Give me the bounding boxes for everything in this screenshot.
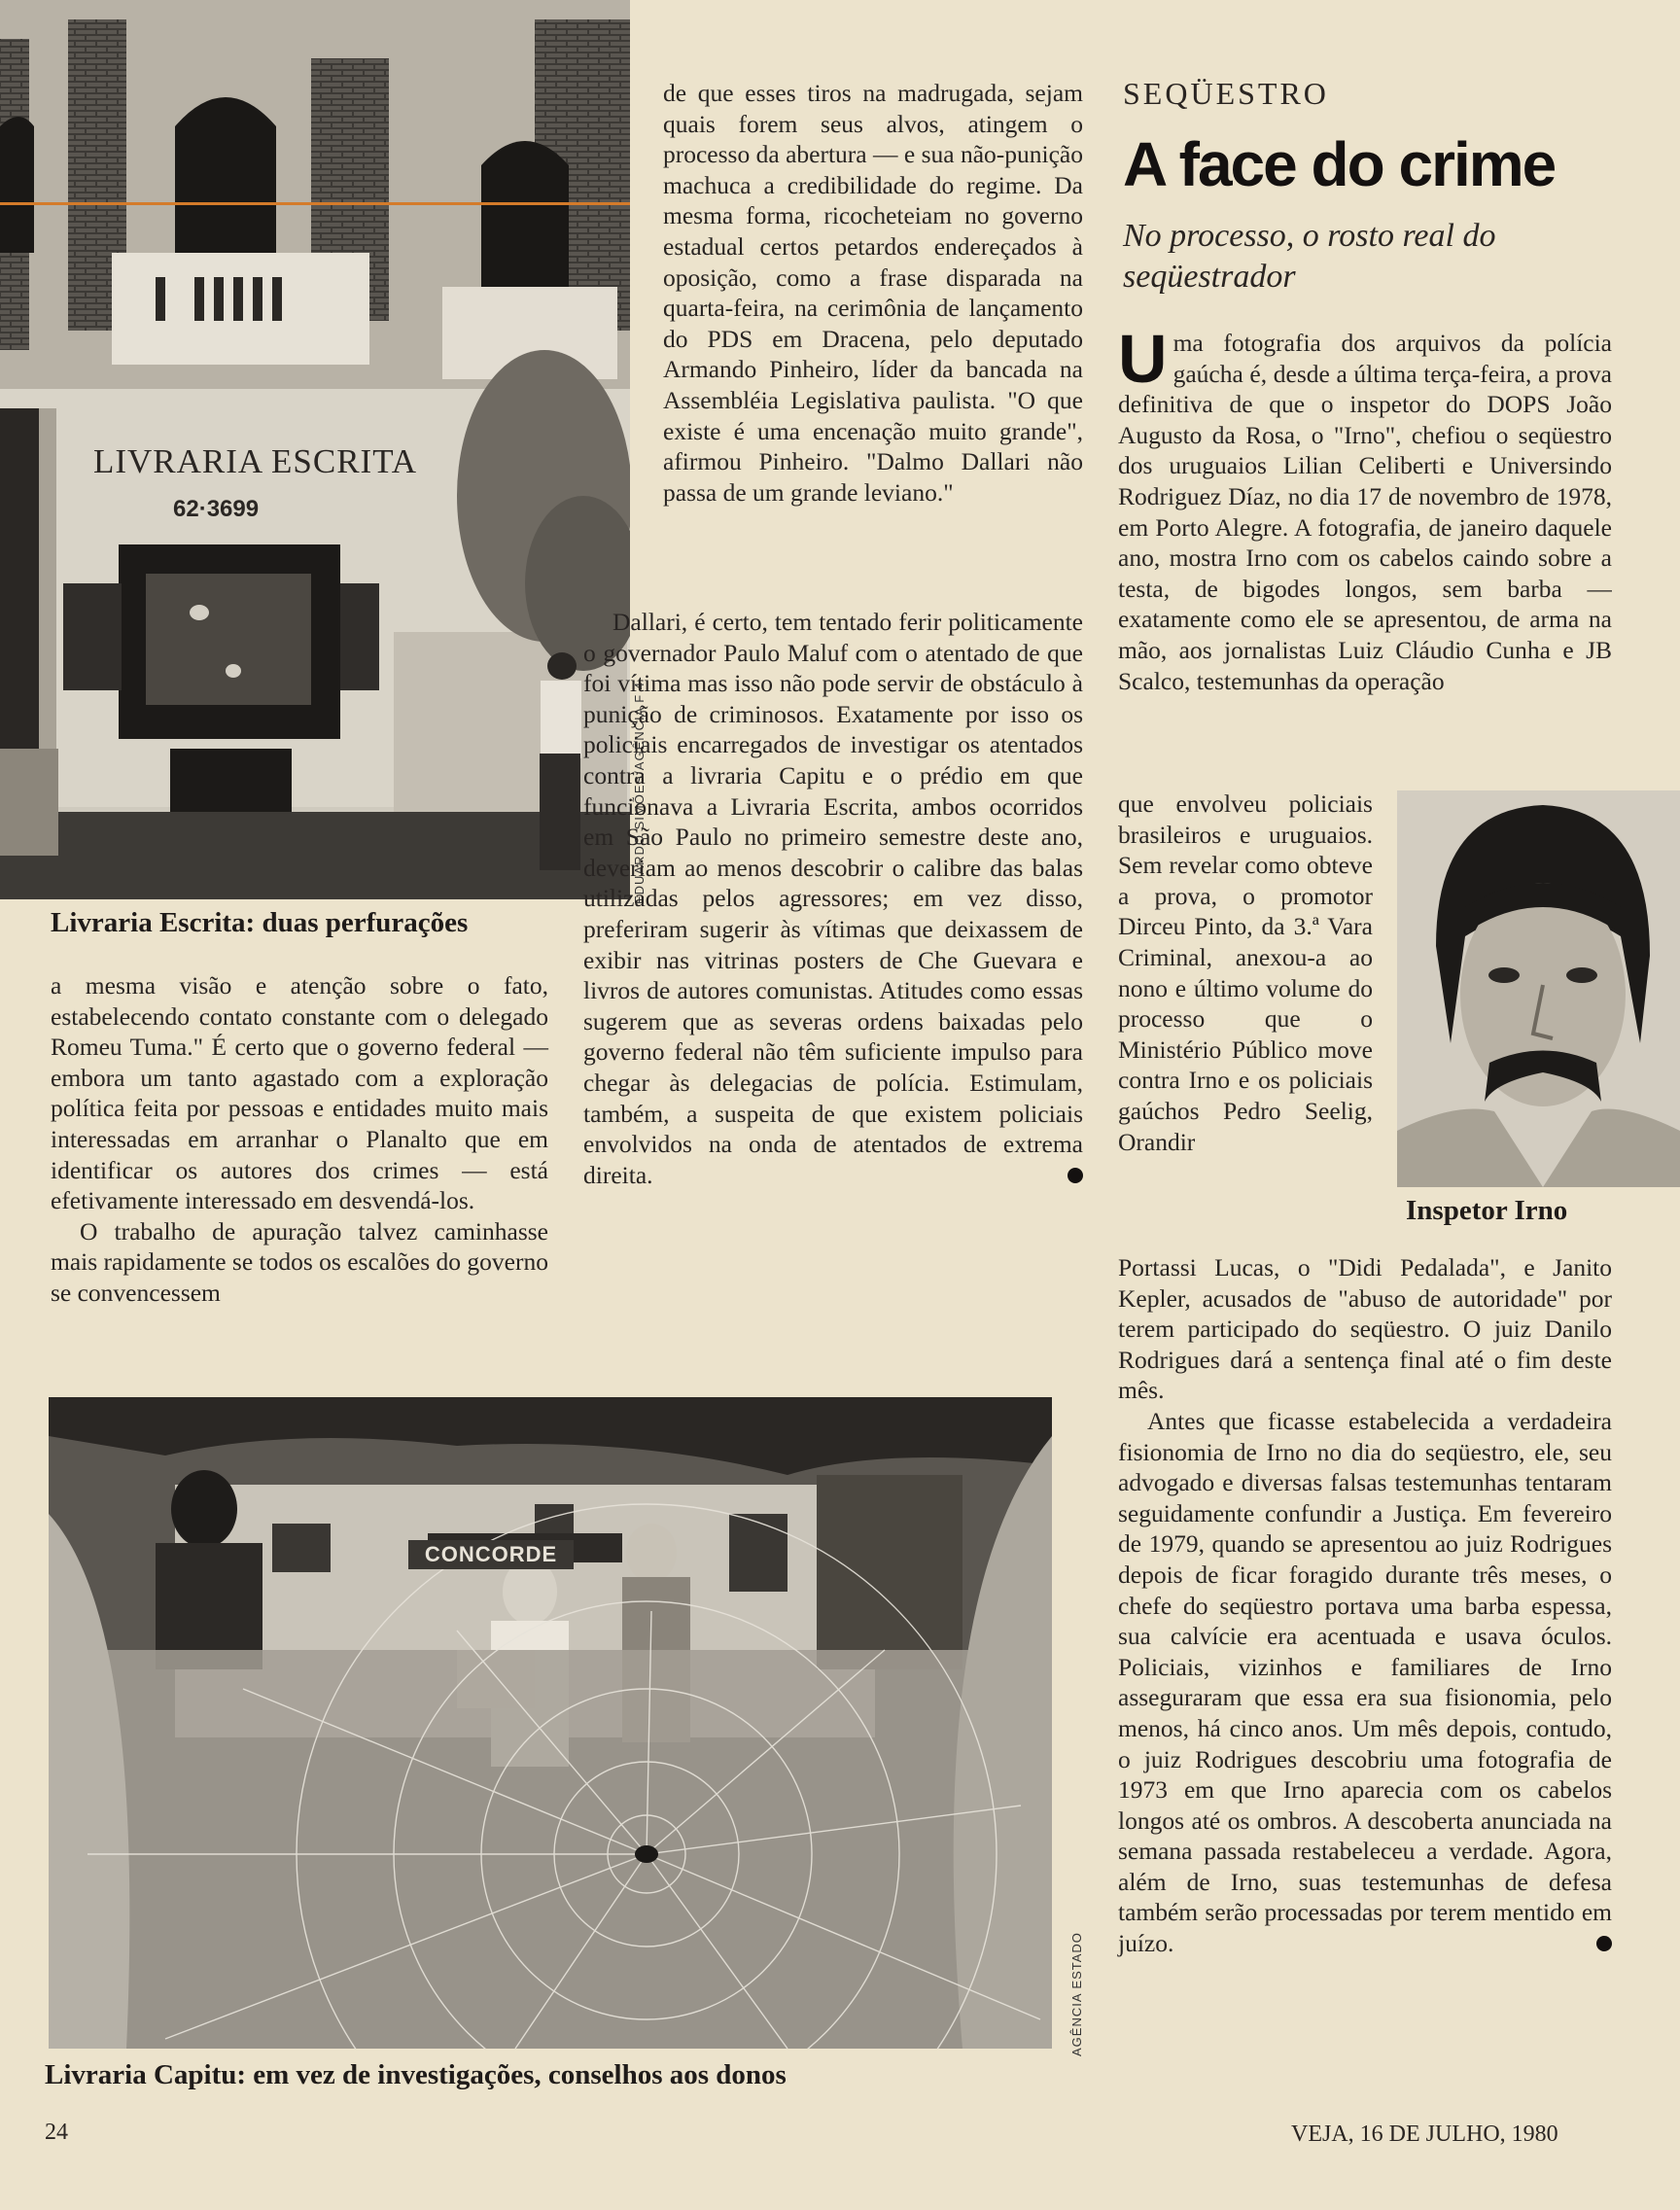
livraria-escrita-sign: LIVRARIA ESCRITA bbox=[93, 442, 418, 480]
livraria-escrita-phone: 62·3699 bbox=[173, 496, 260, 522]
photo-livraria-capitu bbox=[49, 1397, 1052, 2049]
article-body-narrow bbox=[1118, 789, 1373, 1157]
left-column bbox=[51, 970, 548, 1309]
article-para1-wrap: que envolveu policiais brasileiros e uruguaios. Sem revelar como obteve a prova, o promotor Dirceu Pinto, da 3.ª Vara Criminal, anexou-a ao nono e último volume do processo que o Ministério Público move contra Irno e os policiais gaúchos Pedro Seelig, Orandir bbox=[1118, 789, 1373, 1156]
caption-livraria-capitu: Livraria Capitu: em vez de investigações, conselhos aos donos bbox=[45, 2059, 787, 2090]
middle-paragraph-1: de que esses tiros na madrugada, sejam quais forem seus alvos, atingem o processo da abertura — e sua não-punição machuca a credibilidade do regime. Da mesma forma, ricocheteiam no governo estadual certos petardos endereçados à oposição, como a frase disparada na quarta-feira, na cerimônia de lançamento do PDS em Dracena, pelo deputado Armando Pinheiro, líder da bancada na Assembléia Legislativa paulista. "O que existe é uma encenação muito grande", afirmou Pinheiro. "Dalmo Dallari não passa de um grande leviano." bbox=[663, 79, 1083, 507]
article-body-top bbox=[1118, 328, 1612, 789]
article-dropcap: U bbox=[1118, 328, 1168, 397]
article-body-bottom bbox=[1118, 1252, 1612, 1959]
left-paragraph-1: a mesma visão e atenção sobre o fato, estabelecendo contato constante com o delegado Romeu Tuma." É certo que o governo federal — embora um tanto agastado com a exploração política feita por pessoas e entidades muito mais interessadas em arranhar o Planalto que em identificar os autores dos crimes — está efetivamente interessado em desvendá-los. bbox=[51, 971, 548, 1215]
article-para1-start: ma fotografia dos arquivos da polícia gaúcha é, desde a última terça-feira, a prova definitiva de que o inspetor do DOPS João Augusto da Rosa, o "Irno", chefiou o seqüestro dos uruguaios Lilian Celiberti e Universindo Rodriguez Díaz, no dia 17 de novembro de 1978, em Porto Alegre. A fotografia, de janeiro daquele ano, mostra Irno com os cabelos caindo sobre a testa, de bigodes longos, sem barba — exatamente como ele se apresentou, de arma na mão, aos jornalistas Luiz Cláudio Cunha e JB Scalco, testemunhas da operação bbox=[1118, 329, 1612, 695]
livraria-capitu-illustration bbox=[49, 1397, 1052, 2049]
middle-column-top bbox=[663, 78, 1083, 508]
irno-portrait-illustration bbox=[1397, 790, 1680, 1187]
end-mark-article bbox=[1596, 1936, 1612, 1951]
article-para1-end: Portassi Lucas, o "Didi Pedalada", e Janito Kepler, acusados de "abuso de autoridade" por terem participado do seqüestro. O juiz Danilo Rodrigues dará a sentença final até o fim deste mês. bbox=[1118, 1253, 1612, 1405]
caption-inspetor-irno: Inspetor Irno bbox=[1406, 1195, 1568, 1226]
caption-livraria-escrita: Livraria Escrita: duas perfurações bbox=[51, 907, 469, 938]
middle-column-bottom bbox=[583, 607, 1083, 1190]
photo-credit-capitu: AGÊNCIA ESTADO bbox=[1069, 1932, 1084, 2056]
article-para2: Antes que ficasse estabelecida a verdadeira fisionomia de Irno no dia do seqüestro, ele, seu advogado e diversas falsas testemunhas tentaram seguidamente confundir a Justiça. Em fevereiro de 1979, quando se apresentou ao juiz Rodrigues depois de ficar foragido durante três meses, o chefe do seqüestro portava uma barba espessa, sua calvície era acentuada e usava óculos. Policiais, vizinhos e familiares de Irno asseguraram que essa era sua fisionomia, pelo menos, há cinco anos. Um mês depois, contudo, o juiz Rodrigues descobriu uma fotografia de 1973 em que Irno aparecia com os cabelos longos até os ombros. A descoberta anunciada na semana passada restabeleceu a verdade. Agora, além de Irno, suas testemunhas de defesa também serão processadas por terem mentido em juízo. bbox=[1118, 1406, 1612, 1958]
left-paragraph-2: O trabalho de apuração talvez caminhasse mais rapidamente se todos os escalões do governo se convencessem bbox=[51, 1216, 548, 1307]
photo-inspetor-irno bbox=[1397, 790, 1680, 1187]
end-mark-middle bbox=[1068, 1168, 1083, 1183]
photo-livraria-escrita bbox=[0, 0, 630, 899]
photo-credit-escrita: EDUARDO SIMÕES/AGÊNCIA F 4 bbox=[632, 682, 647, 904]
page-number: 24 bbox=[45, 2120, 68, 2145]
middle-paragraph-2: Dallari, é certo, tem tentado ferir politicamente o governador Paulo Maluf com o atentado de que foi vítima mas isso não pode servir de obstáculo à punição de criminosos. Exatamente por isso os policiais encarregados de investigar os atentados contra a livraria Capitu e o prédio em que funcionava a Livraria Escrita, ambos ocorridos em São Paulo no primeiro semestre deste ano, deveriam ao menos descobrir o calibre das balas utilizadas pelos agressores; em vez disso, preferiram sugerir às vítimas que deixassem de exibir nas vitrinas posters de Che Guevara e livros de autores comunistas. Atitudes como essas sugerem que as severas ordens baixadas pelo governo federal não têm suficiente impulso para chegar às delegacias de polícia. Estimulam, também, a suspeita de que existem policiais envolvidos na onda de atentados de extrema direita. bbox=[583, 608, 1083, 1189]
article-kicker: SEQÜESTRO bbox=[1123, 76, 1329, 111]
article-headline: A face do crime bbox=[1123, 129, 1556, 199]
capitu-concorde-sign: CONCORDE bbox=[408, 1540, 574, 1569]
publication-date: VEJA, 16 DE JULHO, 1980 bbox=[1291, 2122, 1558, 2147]
article-deck: No processo, o rosto real do seqüestrador bbox=[1123, 218, 1496, 295]
